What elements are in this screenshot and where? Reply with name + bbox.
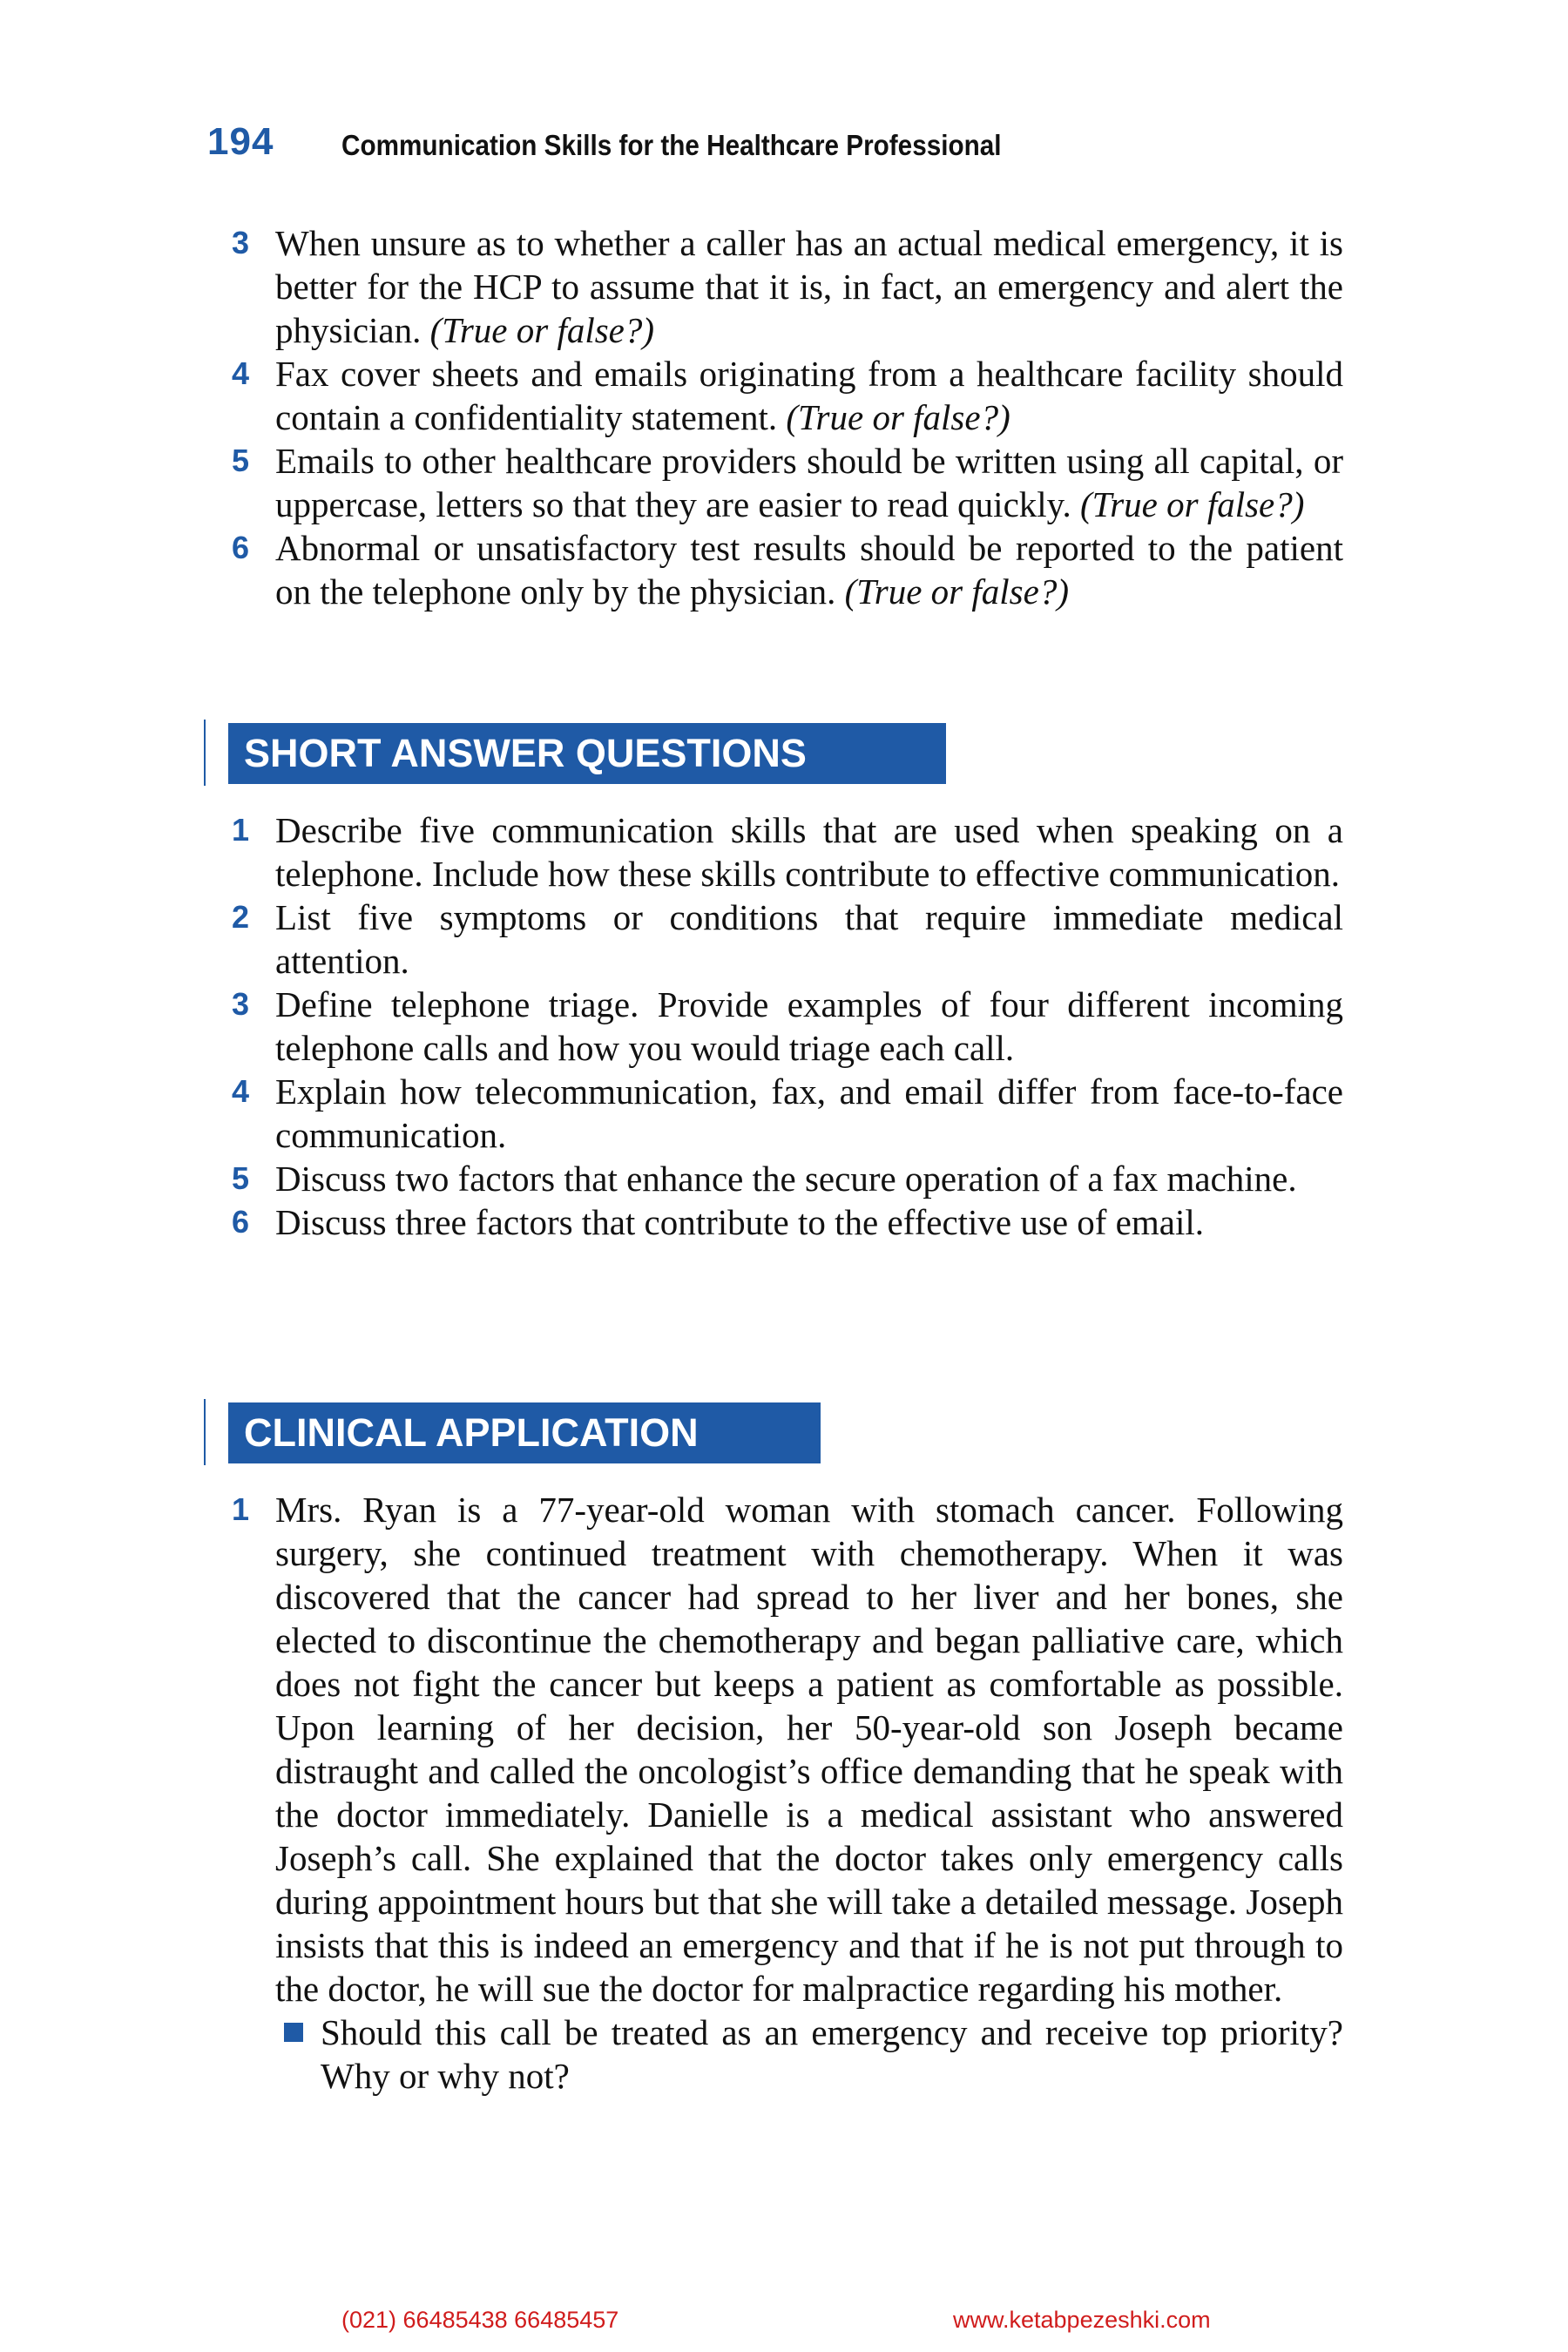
list-item <box>228 1157 1343 1200</box>
item-text: Abnormal or unsatisfactory test results should be reported to the patient on the telephone only by the physician. <box>275 528 1343 612</box>
item-number: 3 <box>232 225 250 260</box>
item-text: Discuss three factors that contribute to the effective use of email. <box>275 1202 1204 1242</box>
footer-website[interactable]: www.ketabpezeshki.com <box>953 2307 1211 2333</box>
list-item <box>228 1200 1343 1244</box>
item-number: 5 <box>232 1160 250 1196</box>
item-number: 6 <box>232 1204 250 1240</box>
true-false-tag: (True or false?) <box>786 397 1010 437</box>
clinical-application-heading: CLINICAL APPLICATION <box>228 1402 821 1463</box>
item-number: 6 <box>232 530 250 565</box>
item-text: When unsure as to whether a caller has an actual medical emergency, it is better for the HCP to assume that it is, in fact, an emergency and alert the physician. <box>275 223 1343 350</box>
square-bullet-icon <box>284 2023 303 2042</box>
item-text: Describe five communication skills that are used when speaking on a telephone. Include how these skills contribute to effective communication. <box>275 810 1343 894</box>
short-answer-heading: SHORT ANSWER QUESTIONS <box>228 723 946 784</box>
true-false-tag: (True or false?) <box>844 571 1069 612</box>
list-item <box>228 808 1343 896</box>
list-item <box>228 983 1343 1070</box>
clinical-application-list <box>228 1488 1343 2098</box>
section-rule <box>204 1399 206 1465</box>
bullet-text: Should this call be treated as an emergency and receive top priority? Why or why not? <box>321 2012 1343 2096</box>
item-number: 5 <box>232 443 250 478</box>
page-number: 194 <box>207 120 274 163</box>
item-text: Explain how telecommunication, fax, and email differ from face-to-face communication. <box>275 1071 1343 1155</box>
section-rule <box>204 720 206 786</box>
item-text: Fax cover sheets and emails originating from a healthcare facility should contain a confidentiality statement. <box>275 354 1343 437</box>
list-item <box>228 1488 1343 2011</box>
item-text: List five symptoms or conditions that require immediate medical attention. <box>275 897 1343 981</box>
list-item <box>228 221 1343 352</box>
item-text: Emails to other healthcare providers should be written using all capital, or uppercase, letters so that they are easier to read quickly. <box>275 441 1343 524</box>
item-number: 1 <box>232 812 250 848</box>
list-item <box>228 439 1343 526</box>
running-title: Communication Skills for the Healthcare Professional <box>341 129 1002 161</box>
list-item <box>228 896 1343 983</box>
item-number: 3 <box>232 986 250 1022</box>
list-item <box>228 352 1343 439</box>
item-text: Discuss two factors that enhance the secure operation of a fax machine. <box>275 1159 1297 1199</box>
item-number: 2 <box>232 899 250 935</box>
list-item <box>228 526 1343 613</box>
item-text: Define telephone triage. Provide examples of four different incoming telephone calls and how you would triage each call. <box>275 984 1343 1068</box>
footer-phone: (021) 66485438 66485457 <box>341 2307 619 2333</box>
true-false-tag: (True or false?) <box>1080 484 1305 524</box>
item-text: Mrs. Ryan is a 77-year-old woman with stomach cancer. Following surgery, she continued treatment with chemotherapy. When it was discovered that the cancer had spread to her liver and her bones, she elected to discontinue the chemotherapy and began palliative care, which does not fight the cancer but keeps a patient as comfortable as possible. Upon learning of her decision, her 50-year-old son Joseph became distraught and called the oncologist’s office demanding that he speak with the doctor immediately. Danielle is a medical assistant who answered Joseph’s call. She explained that the doctor takes only emergency calls during appointment hours but that she will take a detailed message. Joseph insists that this is indeed an emergency and that if he is not put through to the doctor, he will sue the doctor for malpractice regarding his mother. <box>275 1490 1343 2009</box>
short-answer-list <box>228 808 1343 1244</box>
item-number: 4 <box>232 1073 250 1109</box>
true-false-tag: (True or false?) <box>429 310 655 350</box>
list-item <box>228 1070 1343 1157</box>
item-number: 4 <box>232 355 250 391</box>
bullet-item <box>228 2011 1343 2098</box>
true-false-list <box>228 221 1343 613</box>
item-number: 1 <box>232 1491 250 1527</box>
